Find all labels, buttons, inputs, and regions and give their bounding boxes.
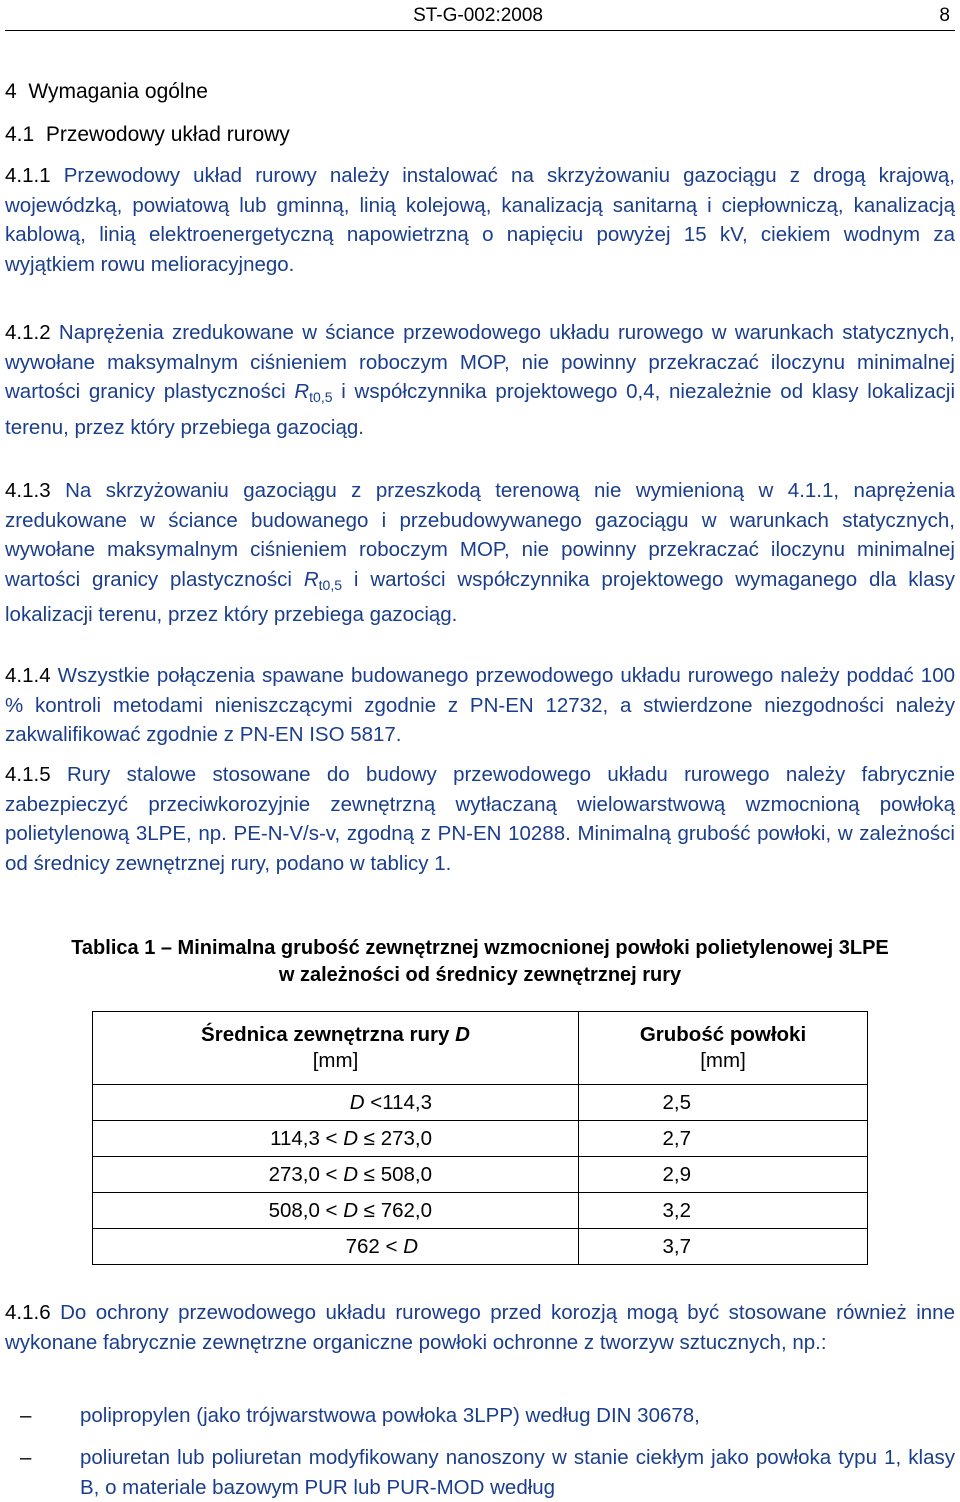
thickness-cell: 2,5: [579, 1085, 868, 1121]
paragraph-text: Na skrzyżowaniu gazociągu z przeszkodą terenową nie wymienioną w 4.1.1, naprężenia zredukowane w ściance budowanego i przebudowywanego gazociągu w warunkach statycznych, wywołane maksymalnym ciśnieniem roboczym MOP, nie powinny przekraczać iloczynu minimalnej wartości granicy plastyczności: [5, 479, 955, 591]
list-item-text: polipropylen (jako trójwarstwowa powłoka 3LPP) według DIN 30678,: [80, 1404, 700, 1427]
column-header-diameter: Średnica zewnętrzna rury D [mm]: [93, 1012, 579, 1085]
diameter-cell: D <114,3: [93, 1085, 579, 1121]
table-caption: [5, 935, 955, 989]
paragraph-number: 4.1.6: [5, 1301, 51, 1324]
diameter-cell: 762 < D: [93, 1229, 579, 1265]
paragraph-4-1-4: [5, 661, 955, 750]
paragraph-number: 4.1.4: [5, 664, 51, 687]
paragraph-number: 4.1.5: [5, 763, 51, 786]
thickness-cell: 2,9: [579, 1157, 868, 1193]
paragraph-text: Wszystkie połączenia spawane budowanego przewodowego układu rurowego należy poddać 100 % kontroli metodami nieniszczącymi zgodnie z PN-EN 12732, a stwierdzone niezgodności należy zakwalifikować zgodnie z PN-EN ISO 5817.: [5, 664, 956, 746]
table-row: [93, 1085, 868, 1121]
paragraph-text-cont: i współczynnika projektowego 0,4, niezależnie od klasy lokalizacji terenu, przez który przebiega gazociąg.: [5, 380, 955, 439]
table-caption-line-1: Tablica 1 – Minimalna grubość zewnętrznej wzmocnionej powłoki polietylenowej 3LPE: [71, 937, 889, 959]
paragraph-text-cont: i wartości współczynnika projektowego wymaganego dla klasy lokalizacji terenu, przez który przebiega gazociąg.: [5, 567, 955, 626]
paragraph-4-1-1: [5, 161, 955, 279]
subsection-title: Przewodowy układ rurowy: [45, 123, 290, 146]
table-caption-line-2: w zależności od średnicy zewnętrznej rury: [278, 964, 682, 986]
subscript: t0,5: [309, 389, 333, 405]
symbol-r: R: [303, 567, 319, 591]
column-header-thickness: Grubość powłoki [mm]: [579, 1012, 868, 1085]
section-number: 4: [5, 80, 17, 103]
symbol-r: R: [294, 380, 310, 403]
thickness-cell: 3,7: [579, 1229, 868, 1265]
paragraph-4-1-2: [5, 318, 955, 442]
paragraph-text: Naprężenia zredukowane w ściance przewodowego układu rurowego w warunkach statycznych, wywołane maksymalnym ciśnieniem roboczym MOP, nie powinny przekraczać iloczynu minimalnej wartości granicy plastyczności: [5, 321, 955, 403]
subsection-number: 4.1: [5, 123, 35, 146]
paragraph-text: Przewodowy układ rurowy należy instalować na skrzyżowaniu gazociągu z drogą krajową, wojewódzką, powiatową lub gminną, linią kolejową, kanalizacją sanitarną i ciepłowniczą, kanalizacją kablową, linią elektroenergetyczną napowietrzną o napięciu powyżej 15 kV, ciekiem wodnym za wyjątkiem rowu melioracyjnego.: [5, 164, 955, 276]
paragraph-4-1-5: [5, 760, 955, 878]
table-row: [93, 1121, 868, 1157]
thickness-cell: 3,2: [579, 1193, 868, 1229]
table-row: [93, 1229, 868, 1265]
page-number: 8: [939, 5, 950, 26]
thickness-cell: 2,7: [579, 1121, 868, 1157]
paragraph-number: 4.1.1: [5, 164, 51, 187]
page-header: [5, 6, 955, 31]
list-item-text: poliuretan lub poliuretan modyfikowany nanoszony w stanie ciekłym jako powłoka typu 1, klasy B, o materiale bazowym PUR lub PUR-MOD według: [80, 1446, 955, 1499]
diameter-cell: 114,3 < D ≤ 273,0: [93, 1121, 579, 1157]
section-title: Wymagania ogólne: [28, 80, 208, 103]
diameter-cell: 273,0 < D ≤ 508,0: [93, 1157, 579, 1193]
paragraph-text: Do ochrony przewodowego układu rurowego przed korozją mogą być stosowane również inne wykonane fabrycznie zewnętrzne organiczne powłoki ochronne z tworzyw sztucznych, np.:: [5, 1301, 955, 1354]
paragraph-number: 4.1.2: [5, 321, 51, 344]
section-heading: [5, 79, 208, 105]
dash-bullet: –: [20, 1404, 32, 1427]
paragraph-text: Rury stalowe stosowane do budowy przewodowego układu rurowego należy fabrycznie zabezpieczyć przeciwkorozyjnie zewnętrzną wytłaczaną wielowarstwową wzmocnioną powłoką polietylenową 3LPE, np. PE-N-V/s-v, zgodną z PN-EN 10288. Minimalną grubość powłoki, w zależności od średnicy zewnętrznej rury, podano w tablicy 1.: [5, 763, 955, 875]
paragraph-4-1-3: [5, 476, 955, 630]
paragraph-number: 4.1.3: [5, 479, 51, 502]
coating-thickness-table: [92, 1011, 868, 1265]
dash-bullet: –: [20, 1446, 32, 1469]
paragraph-4-1-6: [5, 1298, 955, 1357]
table-row: [93, 1157, 868, 1193]
document-code: ST-G-002:2008: [413, 5, 543, 26]
subscript: t0,5: [318, 576, 342, 593]
diameter-cell: 508,0 < D ≤ 762,0: [93, 1193, 579, 1229]
subsection-heading: [5, 122, 290, 148]
table-row: [93, 1193, 868, 1229]
document-page: [5, 0, 955, 1501]
